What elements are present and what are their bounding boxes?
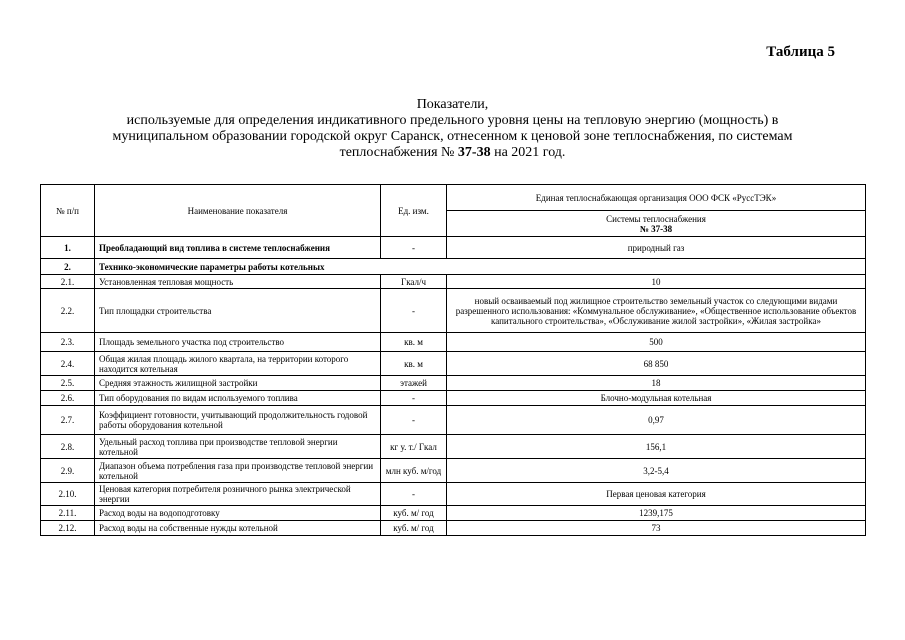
row-indicator-name: Площадь земельного участка под строительство bbox=[95, 333, 381, 352]
row-indicator-name: Тип площадки строительства bbox=[95, 289, 381, 333]
heading-line-4-prefix: теплоснабжения № bbox=[339, 145, 458, 160]
row-value: Блочно-модульная котельная bbox=[447, 391, 866, 406]
row-value: 500 bbox=[447, 333, 866, 352]
row-unit: млн куб. м/год bbox=[381, 459, 447, 483]
row-indicator-name: Тип оборудования по видам используемого топлива bbox=[95, 391, 381, 406]
row-number: 2.5. bbox=[41, 376, 95, 391]
row-number: 2.6. bbox=[41, 391, 95, 406]
row-unit: - bbox=[381, 289, 447, 333]
row-number: 2.2. bbox=[41, 289, 95, 333]
row-number: 2.12. bbox=[41, 521, 95, 536]
row-unit: - bbox=[381, 406, 447, 435]
row-unit: куб. м/ год bbox=[381, 506, 447, 521]
row-number: 2.1. bbox=[41, 275, 95, 289]
row-number: 2.10. bbox=[41, 483, 95, 506]
row-number: 2.9. bbox=[41, 459, 95, 483]
row-indicator-name: Установленная тепловая мощность bbox=[95, 275, 381, 289]
row-value: природный газ bbox=[447, 237, 866, 259]
row-value: 68 850 bbox=[447, 352, 866, 376]
row-indicator-name: Преобладающий вид топлива в системе теплоснабжения bbox=[95, 237, 381, 259]
row-value: 1239,175 bbox=[447, 506, 866, 521]
row-indicator-name: Средняя этажность жилищной застройки bbox=[95, 376, 381, 391]
row-number: 2.11. bbox=[41, 506, 95, 521]
document-heading bbox=[40, 97, 865, 161]
row-value: 10 bbox=[447, 275, 866, 289]
row-number: 2.4. bbox=[41, 352, 95, 376]
heading-system-number: 37-38 bbox=[457, 145, 491, 160]
heading-line-3: муниципальном образовании городской округ Саранск, отнесенном к ценовой зоне теплоснабжения, по системам bbox=[112, 129, 793, 144]
row-indicator-name: Расход воды на собственные нужды котельной bbox=[95, 521, 381, 536]
row-value: новый осваиваемый под жилищное строительство земельный участок со следующими видами разрешенного использования: «Коммунальное обслуживание», «Общественное использование объектов капитального строительства», «Обслуживание жилой застройки», «Жилая застройка» bbox=[447, 289, 866, 333]
header-system-number: № 37-38 bbox=[639, 223, 673, 234]
table-row bbox=[41, 406, 866, 435]
table-row bbox=[41, 391, 866, 406]
row-value: 73 bbox=[447, 521, 866, 536]
table-row bbox=[41, 289, 866, 333]
row-number: 2.7. bbox=[41, 406, 95, 435]
table-row bbox=[41, 333, 866, 352]
row-unit: - bbox=[381, 237, 447, 259]
row-value: 156,1 bbox=[447, 435, 866, 459]
heading-line-2: используемые для определения индикативного предельного уровня цены на тепловую энергию (мощность) в bbox=[126, 113, 779, 128]
header-unit: Ед. изм. bbox=[381, 185, 447, 237]
heading-line-4 bbox=[40, 145, 865, 161]
header-name: Наименование показателя bbox=[95, 185, 381, 237]
row-value: 0,97 bbox=[447, 406, 866, 435]
row-indicator-name: Общая жилая площадь жилого квартала, на территории которого находится котельная bbox=[95, 352, 381, 376]
row-number: 2. bbox=[41, 259, 95, 275]
row-indicator-name: Расход воды на водоподготовку bbox=[95, 506, 381, 521]
row-unit: - bbox=[381, 483, 447, 506]
header-system-label: Системы теплоснабжения bbox=[606, 213, 706, 224]
row-unit: этажей bbox=[381, 376, 447, 391]
table-header-row bbox=[41, 185, 866, 211]
table-row bbox=[41, 459, 866, 483]
table-row bbox=[41, 259, 866, 275]
row-unit: кг у. т./ Гкал bbox=[381, 435, 447, 459]
table-row bbox=[41, 275, 866, 289]
row-unit: Гкал/ч bbox=[381, 275, 447, 289]
row-number: 2.3. bbox=[41, 333, 95, 352]
heading-line-4-suffix: на 2021 год. bbox=[490, 145, 566, 160]
row-section-title: Технико-экономические параметры работы котельных bbox=[95, 259, 866, 275]
table-row bbox=[41, 435, 866, 459]
indicators-table bbox=[40, 184, 866, 536]
row-value: Первая ценовая категория bbox=[447, 483, 866, 506]
table-row bbox=[41, 506, 866, 521]
table-row bbox=[41, 352, 866, 376]
row-value: 3,2-5,4 bbox=[447, 459, 866, 483]
row-indicator-name: Диапазон объема потребления газа при производстве тепловой энергии котельной bbox=[95, 459, 381, 483]
table-row bbox=[41, 483, 866, 506]
table-number-label: Таблица 5 bbox=[766, 44, 835, 60]
row-unit: - bbox=[381, 391, 447, 406]
row-unit: кв. м bbox=[381, 333, 447, 352]
table-row bbox=[41, 376, 866, 391]
header-org: Единая теплоснабжающая организация ООО ФСК «РуссТЭК» bbox=[447, 185, 866, 211]
table-row bbox=[41, 237, 866, 259]
row-indicator-name: Ценовая категория потребителя розничного рынка электрической энергии bbox=[95, 483, 381, 506]
row-number: 1. bbox=[41, 237, 95, 259]
header-num: № п/п bbox=[41, 185, 95, 237]
row-indicator-name: Коэффициент готовности, учитывающий продолжительность годовой работы оборудования котельной bbox=[95, 406, 381, 435]
row-unit: куб. м/ год bbox=[381, 521, 447, 536]
row-number: 2.8. bbox=[41, 435, 95, 459]
row-value: 18 bbox=[447, 376, 866, 391]
table-row bbox=[41, 521, 866, 536]
row-unit: кв. м bbox=[381, 352, 447, 376]
header-system bbox=[447, 211, 866, 237]
row-indicator-name: Удельный расход топлива при производстве тепловой энергии котельной bbox=[95, 435, 381, 459]
heading-line-1: Показатели, bbox=[416, 97, 489, 112]
